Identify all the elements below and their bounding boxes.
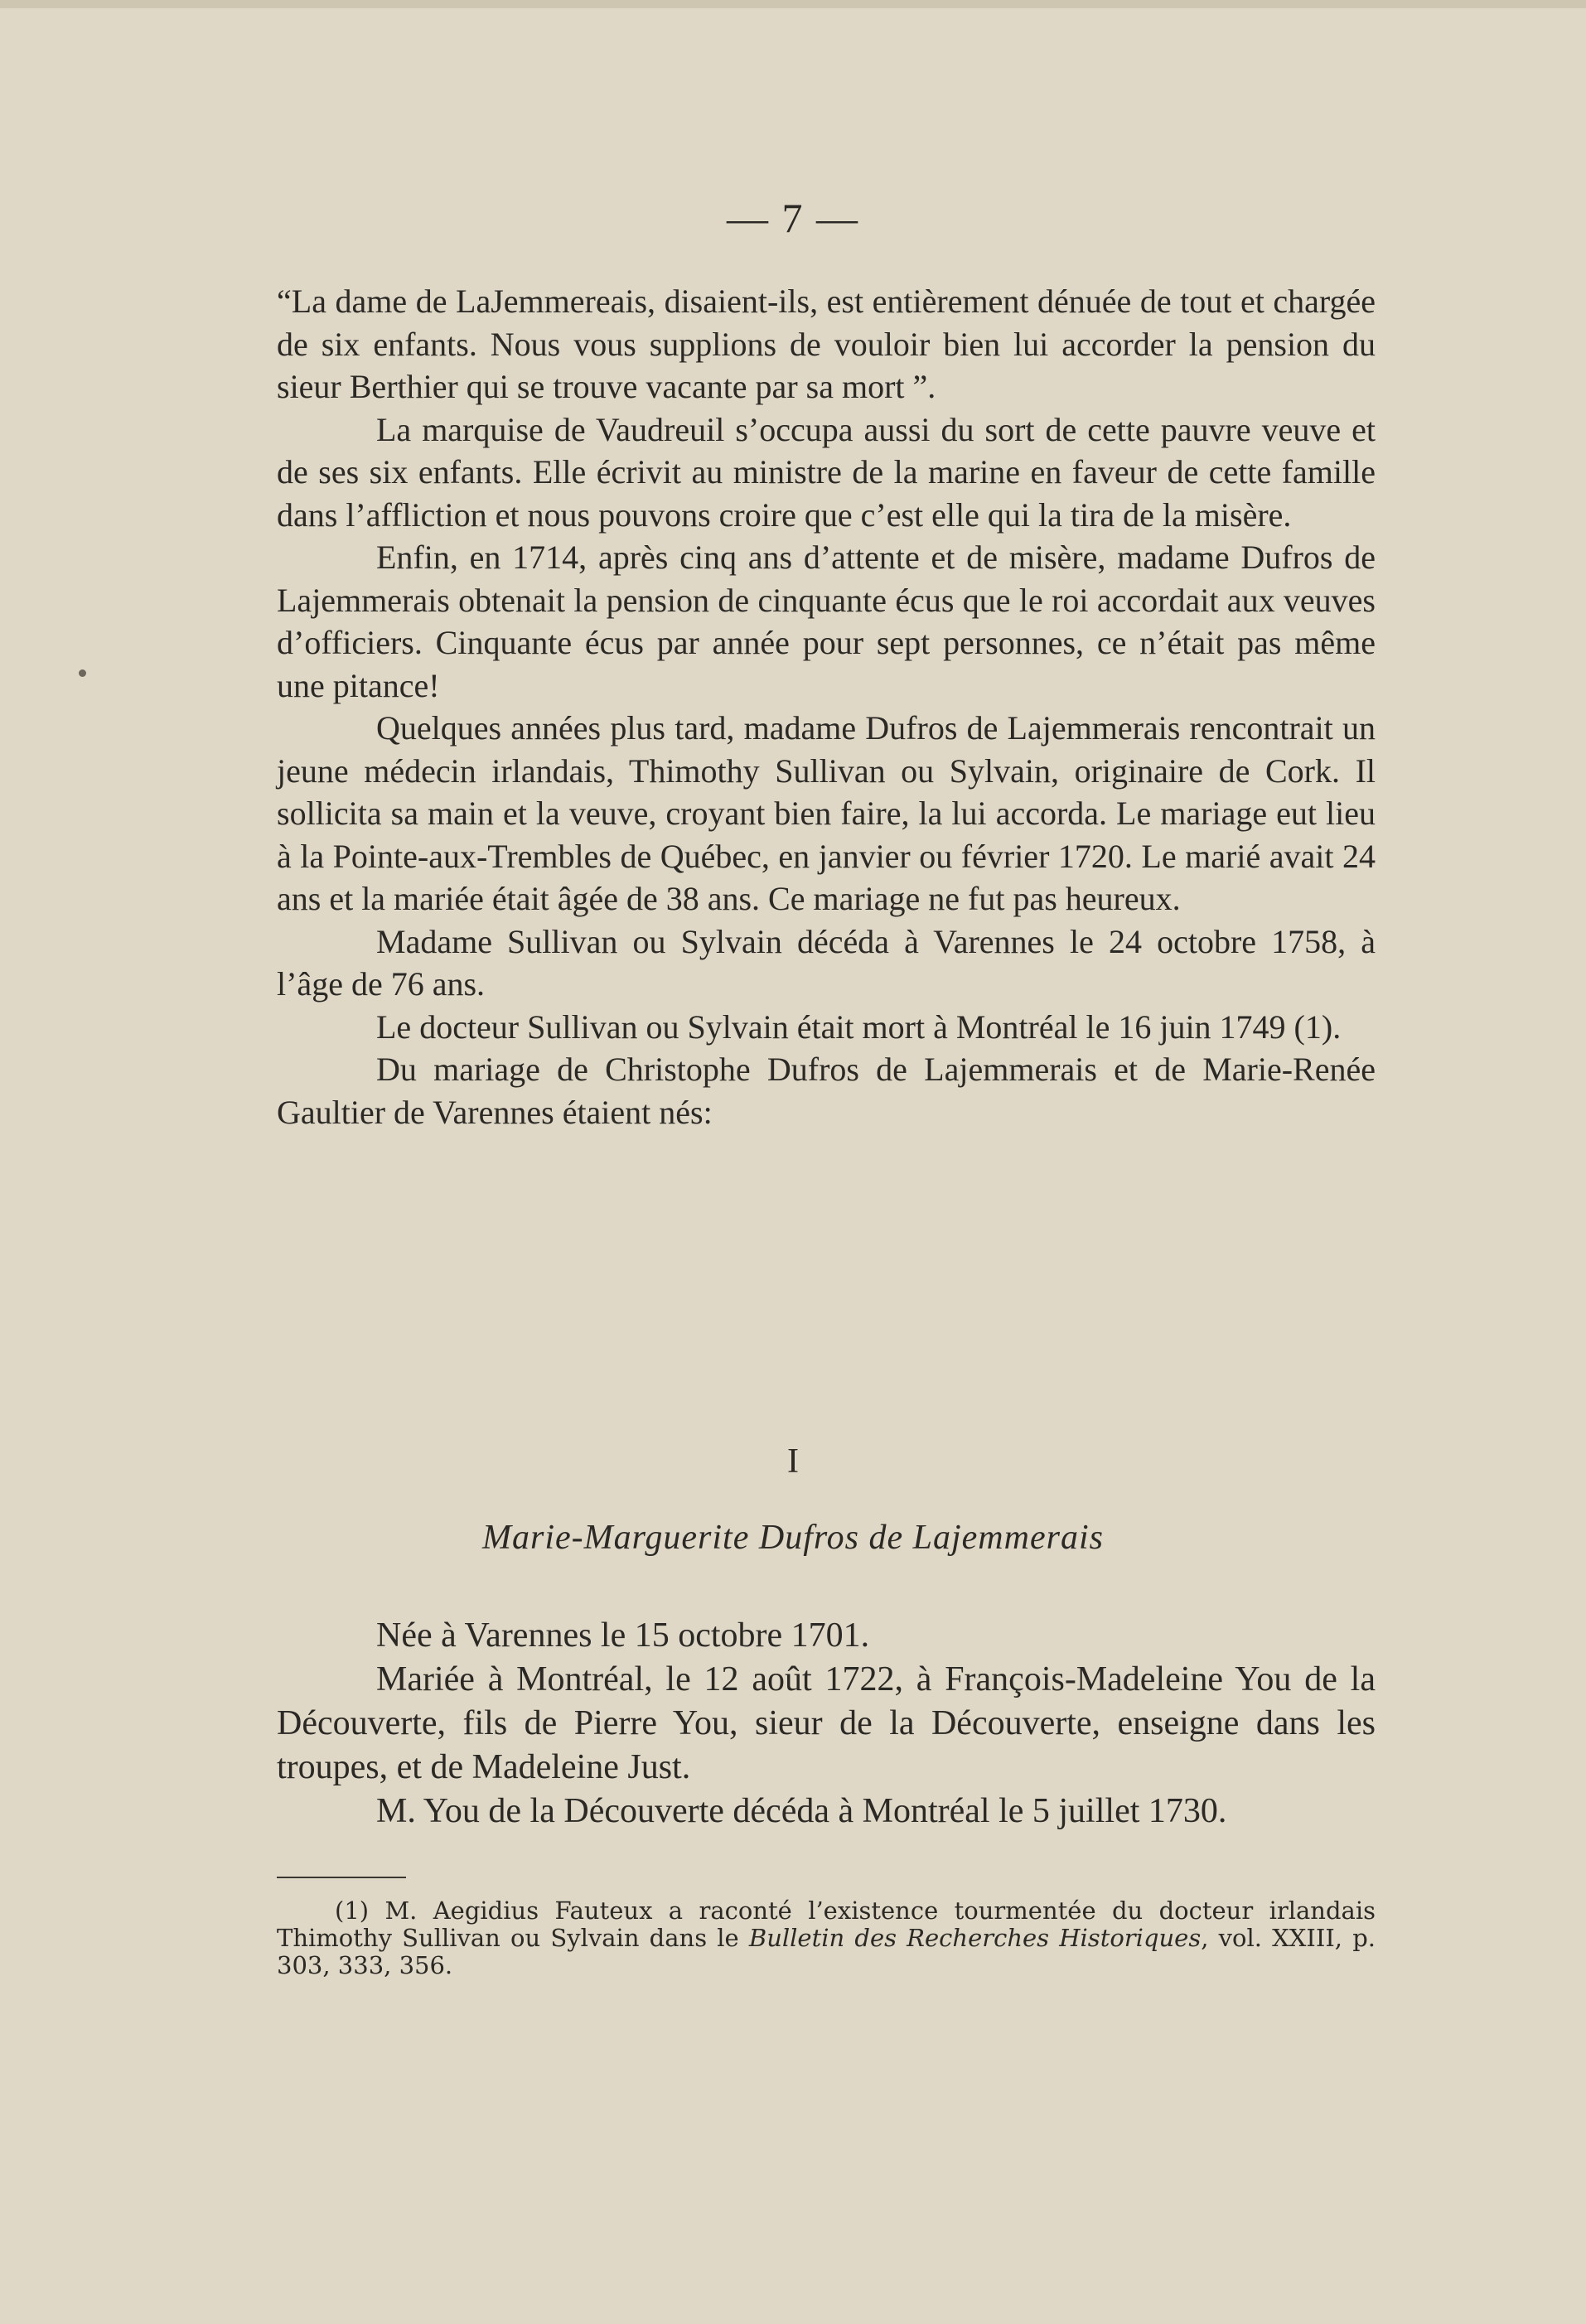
main-text-block (277, 280, 1376, 1133)
paragraph-husband-death: M. You de la Découverte décéda à Montréal le 5 juillet 1730. (376, 1792, 1227, 1830)
paragraph-madame-death: Madame Sullivan ou Sylvain décéda à Varennes le 24 octobre 1758, à l’âge de 76 ans. (277, 922, 1376, 1003)
page-top-edge (0, 0, 1586, 8)
footnote-divider (277, 1877, 406, 1878)
paragraph-children-intro: Du mariage de Christophe Dufros de Lajemmerais et de Marie-Renée Gaultier de Varennes étaient nés: (277, 1051, 1376, 1131)
paragraph-marquise-vaudreuil: La marquise de Vaudreuil s’occupa aussi du sort de cette pauvre veuve et de ses six enfants. Elle écrivit au ministre de la marine en faveur de cette famille dans l’affliction et nous pouvons croire que c’est elle qui la tira de la misère. (277, 410, 1376, 534)
paragraph-sullivan-marriage: Quelques années plus tard, madame Dufros de Lajemmerais rencontrait un jeune médecin irlandais, Thimothy Sullivan ou Sylvain, originaire de Cork. Il sollicita sa main et la veuve, croyant bien faire, la lui accorda. Le mariage eut lieu à la Pointe-aux-Trembles de Québec, en janvier ou février 1720. Le marié avait 24 ans et la mariée était âgée de 38 ans. Ce mariage ne fut pas heureux. (277, 709, 1376, 917)
footnote (277, 1897, 1376, 1979)
section-text-block (277, 1614, 1376, 1834)
footnote-text-before: (1) M. Aegidius Fauteux a raconté l’existence tourmentée du docteur irlandais Thimothy Sullivan ou Sylvain dans le (277, 1896, 1376, 1952)
paragraph-pension-1714: Enfin, en 1714, après cinq ans d’attente et de misère, madame Dufros de Lajemmerais obtenait la pension de cinquante écus que le roi accordait aux veuves d’officiers. Cinquante écus par année pour sept personnes, ce n’était pas même une pitance! (277, 539, 1376, 704)
footnote-text-after: , vol. XXIII, p. 303, 333, 356. (277, 1924, 1376, 1979)
footnote-journal-title: Bulletin des Recherches Historiques (748, 1924, 1202, 1952)
paragraph-doctor-death: Le docteur Sullivan ou Sylvain était mort à Montréal le 16 juin 1749 (1). (376, 1007, 1342, 1046)
section-title: Marie-Marguerite Dufros de Lajemmerais (482, 1519, 1104, 1557)
paragraph-marriage: Mariée à Montréal, le 12 août 1722, à François-Madeleine You de la Découverte, fils de Pierre You, sieur de la Découverte, enseigne dans les troupes, et de Madeleine Just. (277, 1660, 1376, 1786)
paragraph-petition-quote: “La dame de LaJemmereais, disaient-ils, est entièrement dénuée de tout et chargée de six enfants. Nous vous supplions de vouloir bien lui accorder la pension du sieur Berthier qui se trouve vacante par sa mort ”. (277, 283, 1376, 405)
paragraph-birth: Née à Varennes le 15 octobre 1701. (376, 1616, 870, 1655)
section-numeral: I (787, 1442, 799, 1481)
margin-ink-dot (79, 669, 86, 677)
page-number: — 7 — (727, 195, 859, 241)
